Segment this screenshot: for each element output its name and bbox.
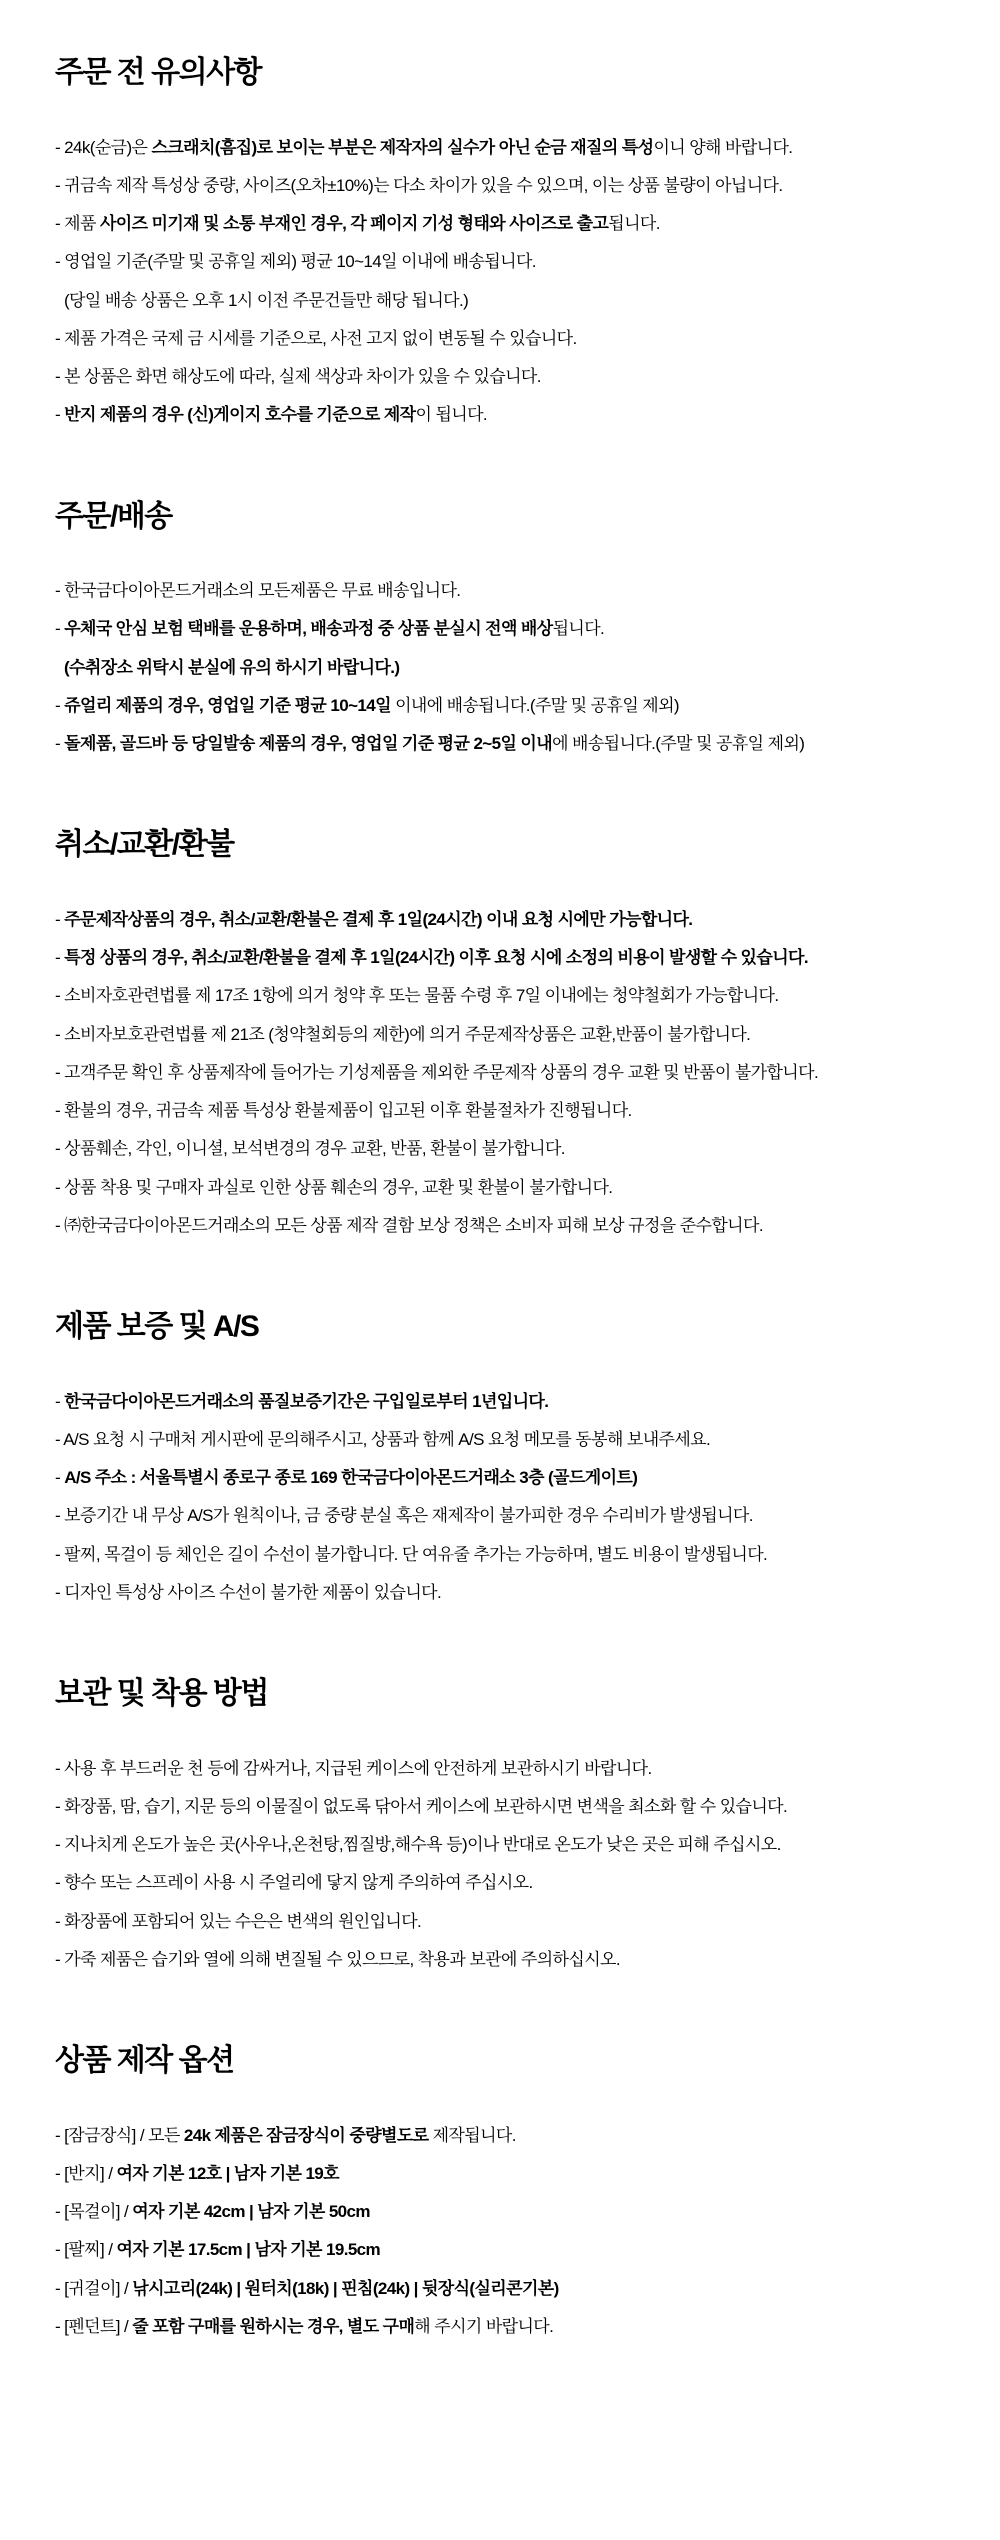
notice-item xyxy=(55,909,945,930)
notice-item xyxy=(55,1177,945,1198)
notice-text: - [잠금장식] / 모든 xyxy=(55,2125,184,2145)
notice-text: - 제품 가격은 국제 금 시세를 기준으로, 사전 고지 없이 변동될 수 있습니다. xyxy=(55,328,577,348)
section-title: 상품 제작 옵션 xyxy=(55,2044,234,2077)
notice-text: - [팔찌] / xyxy=(55,2240,117,2260)
notice-text: 해 주시기 바랍니다. xyxy=(414,2316,554,2336)
notice-item xyxy=(55,2278,945,2299)
notice-text-emphasis: A/S 주소 : 서울특별시 종로구 종로 169 한국금다이아몬드거래소 3층 (골드게이트) xyxy=(64,1468,638,1487)
notice-text-emphasis: (수취장소 위탁시 분실에 유의 하시기 바랍니다.) xyxy=(64,657,400,677)
notice-text: - 디자인 특성상 사이즈 수선이 불가한 제품이 있습니다. xyxy=(55,1582,442,1602)
notice-text: - 본 상품은 화면 해상도에 따라, 실제 색상과 차이가 있을 수 있습니다. xyxy=(55,367,541,386)
notice-text: - 상품훼손, 각인, 이니셜, 보석변경의 경우 교환, 반품, 환불이 불가합니다. xyxy=(55,1139,565,1159)
notice-item xyxy=(55,1834,945,1855)
notice-item xyxy=(55,2316,945,2337)
notice-list xyxy=(55,2125,945,2338)
notice-text: - 향수 또는 스프레이 사용 시 주얼리에 닿지 않게 주의하여 주십시오. xyxy=(55,1873,533,1893)
notice-text: - 소비자보호관련법률 제 21조 (청약철회등의 제한)에 의거 주문제작상품은 교환,반품이 불가합니다. xyxy=(55,1024,751,1044)
notice-text-emphasis: 우체국 안심 보험 택배를 운용하며, 배송과정 중 상품 분실시 전액 배상 xyxy=(64,619,553,639)
section-title: 주문/배송 xyxy=(55,499,172,533)
section-title: 보관 및 착용 방법 xyxy=(55,1677,268,1710)
notice-text: 에 배송됩니다.(주말 및 공휴일 제외) xyxy=(552,734,805,753)
notice-item xyxy=(55,2239,945,2260)
notice-item xyxy=(55,1062,945,1083)
notice-text: 이 됩니다. xyxy=(415,405,488,425)
notice-text: - 보증기간 내 무상 A/S가 원칙이나, 금 중량 분실 혹은 재제작이 불가피한 경우 수리비가 발생됩니다. xyxy=(55,1506,753,1526)
notice-text: - 사용 후 부드러운 천 등에 감싸거나, 지급된 케이스에 안전하게 보관하시기 바랍니다. xyxy=(55,1758,652,1778)
notice-list xyxy=(55,137,945,426)
notice-item xyxy=(55,985,945,1006)
notice-text: - 화장품, 땀, 습기, 지문 등의 이물질이 없도록 닦아서 케이스에 보관하시면 변색을 최소화 할 수 있습니다. xyxy=(55,1796,788,1816)
notice-item xyxy=(55,175,945,196)
notice-text: - 영업일 기준(주말 및 공휴일 제외) 평균 10~14일 이내에 배송됩니다. xyxy=(55,252,536,272)
notice-item xyxy=(55,2163,945,2184)
notice-section xyxy=(55,56,945,426)
notice-item xyxy=(55,1215,945,1236)
notice-text-emphasis: 낚시고리(24k) | 원터치(18k) | 핀침(24k) | 뒷장식(실리콘기본) xyxy=(132,2278,559,2298)
notice-item xyxy=(55,1949,945,1970)
notice-item xyxy=(55,1429,945,1450)
notice-text-emphasis: 돌제품, 골드바 등 당일발송 제품의 경우, 영업일 기준 평균 2~5일 이내 xyxy=(64,734,553,753)
notice-text-emphasis: 여자 기본 42cm | 남자 기본 50cm xyxy=(132,2202,370,2221)
notice-text: - xyxy=(55,909,65,929)
notice-text-emphasis: 사이즈 미기재 및 소통 부재인 경우, 각 페이지 기성 형태와 사이즈로 출고 xyxy=(99,214,609,233)
notice-text-emphasis: 한국금다이아몬드거래소의 품질보증기간은 구입일로부터 1년입니다. xyxy=(64,1391,549,1411)
notice-list xyxy=(55,909,945,1236)
section-title: 취소/교환/환불 xyxy=(55,828,234,862)
notice-item xyxy=(55,1582,945,1603)
section-title: 주문 전 유의사항 xyxy=(55,56,262,89)
notice-item xyxy=(55,1872,945,1893)
notice-text: - 환불의 경우, 귀금속 제품 특성상 환불제품이 입고된 이후 환불절차가 진행됩니다. xyxy=(55,1101,632,1120)
notice-item xyxy=(55,1024,945,1045)
notice-text-emphasis: 쥬얼리 제품의 경우, 영업일 기준 평균 10~14일 xyxy=(64,695,391,715)
notice-item xyxy=(55,1911,945,1932)
notice-text: - xyxy=(55,1468,65,1487)
notice-text: - 24k(순금)은 xyxy=(55,137,152,157)
notice-item xyxy=(55,695,945,716)
notice-text: - xyxy=(55,734,65,753)
notice-text: - [목걸이] / xyxy=(55,2202,133,2221)
notice-section xyxy=(55,1310,945,1603)
notice-section xyxy=(55,2044,945,2337)
notice-item xyxy=(55,580,945,601)
notice-item xyxy=(55,404,945,425)
notice-text: - [펜던트] / xyxy=(55,2316,133,2336)
notice-item xyxy=(55,618,945,639)
notice-text-emphasis: 반지 제품의 경우 (신)게이지 호수를 기준으로 제작 xyxy=(64,405,416,425)
notice-text: - 한국금다이아몬드거래소의 모든제품은 무료 배송입니다. xyxy=(55,581,461,600)
notice-text: - xyxy=(55,1391,65,1411)
notice-text: 제작됩니다. xyxy=(428,2125,516,2145)
notice-text: 됩니다. xyxy=(552,619,605,639)
notice-text: - A/S 요청 시 구매처 게시판에 문의해주시고, 상품과 함께 A/S 요청 메모를 동봉해 보내주세요. xyxy=(55,1429,711,1449)
notice-item xyxy=(55,290,945,311)
notice-text-emphasis: 여자 기본 17.5cm | 남자 기본 19.5cm xyxy=(116,2240,381,2260)
notice-item xyxy=(55,2125,945,2146)
notice-item xyxy=(55,1758,945,1779)
notice-text: - 화장품에 포함되어 있는 수은은 변색의 원인입니다. xyxy=(55,1911,422,1931)
notice-text-emphasis: 특정 상품의 경우, 취소/교환/환불을 결제 후 1일(24시간) 이후 요청 시에 소정의 비용이 발생할 수 있습니다. xyxy=(64,948,808,967)
notice-item xyxy=(55,1467,945,1488)
notice-text-emphasis: 줄 포함 구매를 원하시는 경우, 별도 구매 xyxy=(132,2316,415,2336)
notice-text: - [귀걸이] / xyxy=(55,2278,133,2298)
notice-text: - 상품 착용 및 구매자 과실로 인한 상품 훼손의 경우, 교환 및 환불이 불가합니다. xyxy=(55,1177,613,1197)
notice-text: - 가죽 제품은 습기와 열에 의해 변질될 수 있으므로, 착용과 보관에 주의하십시오. xyxy=(55,1949,620,1969)
notice-text: - 고객주문 확인 후 상품제작에 들어가는 기성제품을 제외한 주문제작 상품의 경우 교환 및 반품이 불가합니다. xyxy=(55,1062,819,1082)
notice-text-emphasis: 스크래치(흠집)로 보이는 부분은 제작자의 실수가 아닌 순금 재질의 특성 xyxy=(151,137,654,157)
notice-item xyxy=(55,1138,945,1159)
notice-item xyxy=(55,213,945,234)
notice-item xyxy=(55,947,945,968)
notice-item xyxy=(55,366,945,387)
notice-text: - xyxy=(55,405,65,425)
notice-text: - 귀금속 제작 특성상 중량, 사이즈(오차±10%)는 다소 차이가 있을 수 있으며, 이는 상품 불량이 아닙니다. xyxy=(55,175,783,195)
notice-item xyxy=(55,2201,945,2222)
notice-text: 이내에 배송됩니다.(주말 및 공휴일 제외) xyxy=(390,695,679,715)
notice-text: 됩니다. xyxy=(608,214,660,233)
notice-text: - 제품 xyxy=(55,214,100,233)
notice-text: - 팔찌, 목걸이 등 체인은 길이 수선이 불가합니다. 단 여유줄 추가는 가능하며, 별도 비용이 발생됩니다. xyxy=(55,1544,768,1564)
notice-text: - 지나치게 온도가 높은 곳(사우나,온천탕,찜질방,해수욕 등)이나 반대로 온도가 낮은 곳은 피해 주십시오. xyxy=(55,1835,781,1854)
notice-item xyxy=(55,328,945,349)
notice-section xyxy=(55,1677,945,1970)
notice-item xyxy=(55,1100,945,1121)
notice-text: (당일 배송 상품은 오후 1시 이전 주문건들만 해당 됩니다.) xyxy=(64,290,469,310)
section-title: 제품 보증 및 A/S xyxy=(55,1310,259,1343)
notice-item xyxy=(55,1544,945,1565)
notice-text: - ㈜한국금다이아몬드거래소의 모든 상품 제작 결함 보상 정책은 소비자 피해 보상 규정을 준수합니다. xyxy=(55,1215,763,1235)
notice-section xyxy=(55,828,945,1236)
notice-item xyxy=(55,137,945,158)
notice-text: - 소비자호관련법률 제 17조 1항에 의거 청약 후 또는 물품 수령 후 7일 이내에는 청약철회가 가능합니다. xyxy=(55,986,779,1006)
notice-list xyxy=(55,1391,945,1604)
notice-item xyxy=(55,733,945,754)
notice-text-emphasis: 24k 제품은 잠금장식이 중량별도로 xyxy=(183,2125,429,2145)
notice-text-emphasis: 여자 기본 12호 | 남자 기본 19호 xyxy=(116,2163,339,2183)
notice-item xyxy=(55,251,945,272)
notice-list xyxy=(55,580,945,754)
notice-item xyxy=(55,657,945,678)
notice-text: - xyxy=(55,695,65,715)
notice-text: - [반지] / xyxy=(55,2163,117,2183)
notice-text: - xyxy=(55,948,65,967)
notice-section xyxy=(55,500,945,755)
notice-item xyxy=(55,1391,945,1412)
notice-text: - xyxy=(55,619,65,639)
notice-list xyxy=(55,1758,945,1971)
notice-text-emphasis: 주문제작상품의 경우, 취소/교환/환불은 결제 후 1일(24시간) 이내 요청 시에만 가능합니다. xyxy=(64,909,693,929)
notice-item xyxy=(55,1796,945,1817)
notice-item xyxy=(55,1505,945,1526)
notice-text: 이니 양해 바랍니다. xyxy=(653,137,793,157)
